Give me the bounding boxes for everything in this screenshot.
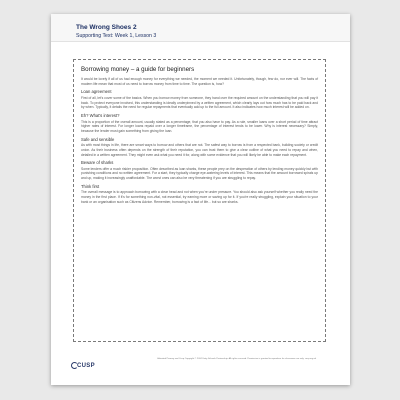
- article-box: [73, 59, 326, 342]
- article-title: Borrowing money – a guide for beginners: [81, 66, 195, 73]
- section-heading: Think first: [81, 183, 100, 189]
- footer-copyright: Unlimited Primary and Cusp Copyright © 2024 Unity Schools Partnership. All rights reserved. Permission is granted to reproduce for classroom use only. cusp.org.uk: [156, 358, 317, 360]
- section-heading: Loan agreement: [81, 89, 112, 95]
- cusp-logo: CUSP: [77, 363, 95, 369]
- page-header: [51, 14, 350, 42]
- page-subtitle: Supporting Text: Week 1, Lesson 3: [76, 33, 157, 39]
- document-page: [51, 14, 350, 385]
- page-title: The Wrong Shoes 2: [76, 24, 137, 31]
- section-heading: Eh? What's interest?: [81, 113, 120, 119]
- section-paragraph: Some lenders offer a much riskier proposition. Often described as loan sharks, these people prey on the desperation of others by lending money quickly but with punishing conditions and no written agreement. For a start, they typically charge eye-watering levels of interest. This means that the amount borrowed spirals up and up, making it increasingly unaffordable. The worst ones can also be very threatening if you are struggling to repay.: [81, 166, 318, 181]
- section-paragraph: As with most things in life, there are smart ways to borrow and others that are not. The safest way to borrow is from a respected bank, building society or credit union. As their business often depends on the strength of their reputation, you can trust them to give a clear outline of what you need to repay and when, detailed in a written agreement. They might even ask what you need it for, along with some evidence that you will likely be able to make each repayment.: [81, 143, 318, 157]
- section-heading: Safe and sensible: [81, 136, 115, 142]
- section-heading: Beware of sharks: [81, 160, 114, 166]
- section-paragraph: The overall message is to approach borrowing with a clear head and not when you're under pressure. You should also ask yourself whether you really need the money in the first place. If it's for something non-vital, not essential, try earning more or saving up for it. If you're really struggling, explain your situation to your bank or an organisation such as Citizens Advice. Remember, borrowing is a fact of life... but so are sharks.: [81, 190, 318, 204]
- section-paragraph: This is a proportion of the overall amount, usually stated as a percentage, that you also have to pay. As a rule, smaller loans over a short period of time attract higher rates of interest. For longer loans repaid over a longer timeframe, the percentage of interest tends to be lower. Why is interest necessary? Simply, because the lender must gain something from giving the loan.: [81, 119, 318, 133]
- section-paragraph: First of all, let's cover some of the basics. When you borrow money from someone, they hand over the required amount on the understanding that you will pay it back. To protect everyone involved, this understanding is ideally underpinned by a written agreement, which clearly lays out how much has to be paid back and by when. Typically, it details the need for regular repayments that eventually add up to the full amount. It also indicates how much interest will be added on.: [81, 95, 318, 110]
- intro-paragraph: It would be lovely if all of us had enough money for everything we needed, the moment we needed it. Unfortunately, though, few do, nor ever will. The facts of modern life mean that most of us need to borrow money from time to time. The question is, how?: [81, 77, 318, 86]
